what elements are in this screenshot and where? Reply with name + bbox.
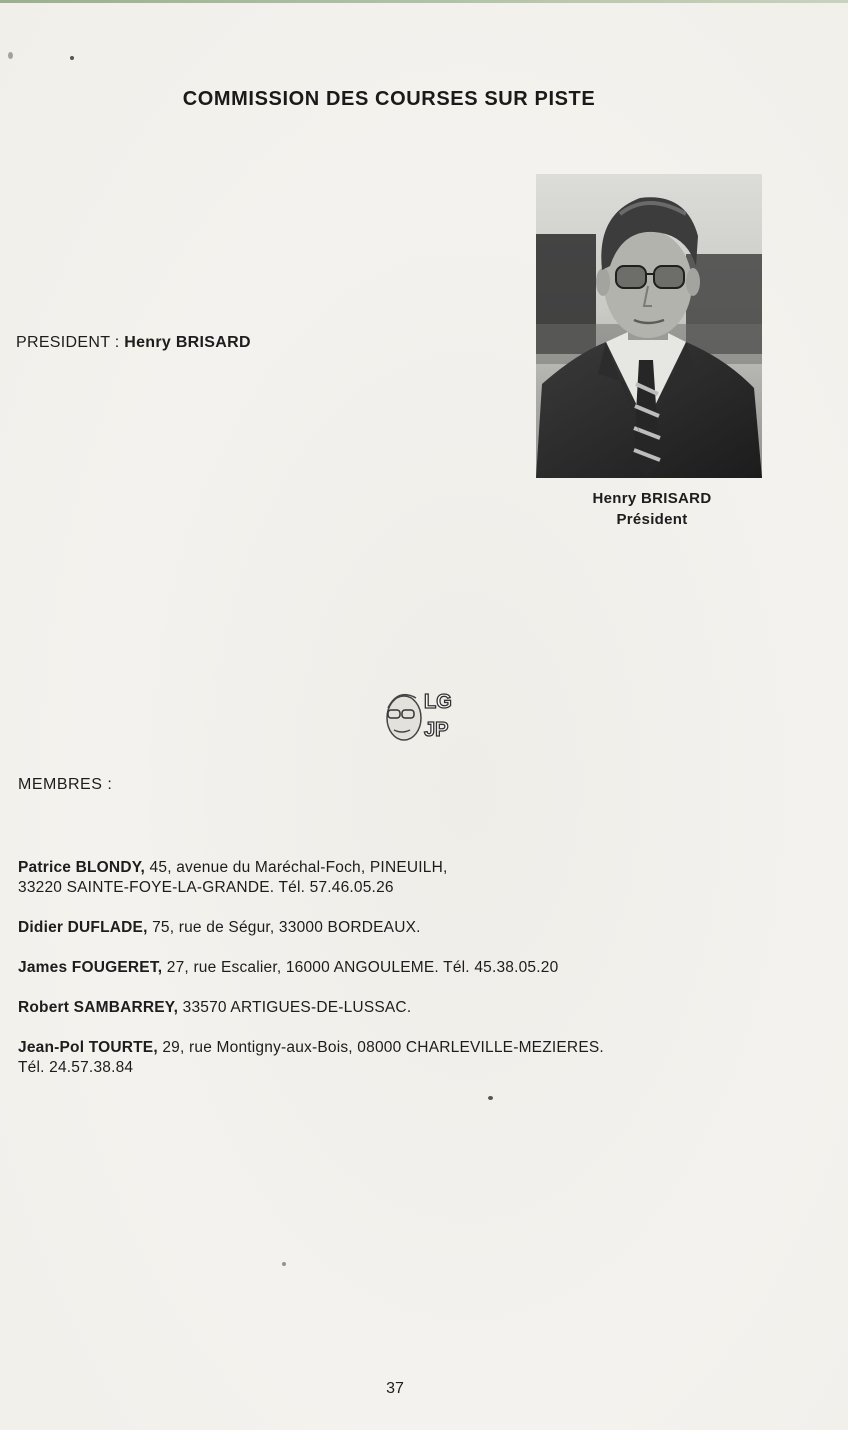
members-heading: MEMBRES : [18, 776, 113, 793]
top-rule [0, 0, 848, 3]
president-photo [536, 174, 762, 478]
watermark-logo-icon [380, 684, 472, 746]
caption-name: Henry BRISARD [592, 490, 712, 507]
member-entry [18, 1038, 818, 1078]
member-name: Robert SAMBARREY, [18, 999, 179, 1016]
page-title: COMMISSION DES COURSES SUR PISTE [182, 88, 596, 110]
member-entry [18, 998, 818, 1018]
member-entry [18, 858, 818, 898]
lgjp-logo [380, 684, 472, 746]
speck [282, 1262, 286, 1266]
member-address: 27, rue Escalier, 16000 ANGOULEME. Tél. 45.38.05.20 [162, 959, 559, 976]
president-line [16, 334, 251, 352]
logo-letters-bottom: JP [424, 719, 449, 741]
member-name: Jean-Pol TOURTE, [18, 1039, 158, 1056]
member-entry [18, 958, 818, 978]
member-address: 29, rue Montigny-aux-Bois, 08000 CHARLEVILLE-MEZIERES. [157, 1039, 604, 1056]
portrait-illustration [536, 174, 762, 478]
member-address: 45, avenue du Maréchal-Foch, PINEUILH, [145, 859, 448, 876]
president-label: PRESIDENT : [16, 334, 120, 351]
member-entry [18, 918, 818, 938]
photo-caption [540, 488, 764, 530]
speck [70, 56, 74, 60]
member-address-line2: Tél. 24.57.38.84 [18, 1059, 134, 1076]
member-name: Didier DUFLADE, [18, 919, 148, 936]
president-name: Henry BRISARD [124, 334, 251, 351]
member-address: 33570 ARTIGUES-DE-LUSSAC. [178, 999, 412, 1016]
logo-letters-top: LG [424, 691, 452, 713]
speck [8, 52, 13, 59]
member-name: Patrice BLONDY, [18, 859, 146, 876]
member-address: 75, rue de Ségur, 33000 BORDEAUX. [147, 919, 421, 936]
page-number: 37 [386, 1380, 404, 1397]
members-list [18, 858, 818, 1098]
member-name: James FOUGERET, [18, 959, 163, 976]
caption-role: Président [616, 511, 688, 528]
member-address-line2: 33220 SAINTE-FOYE-LA-GRANDE. Tél. 57.46.05.26 [18, 879, 394, 896]
